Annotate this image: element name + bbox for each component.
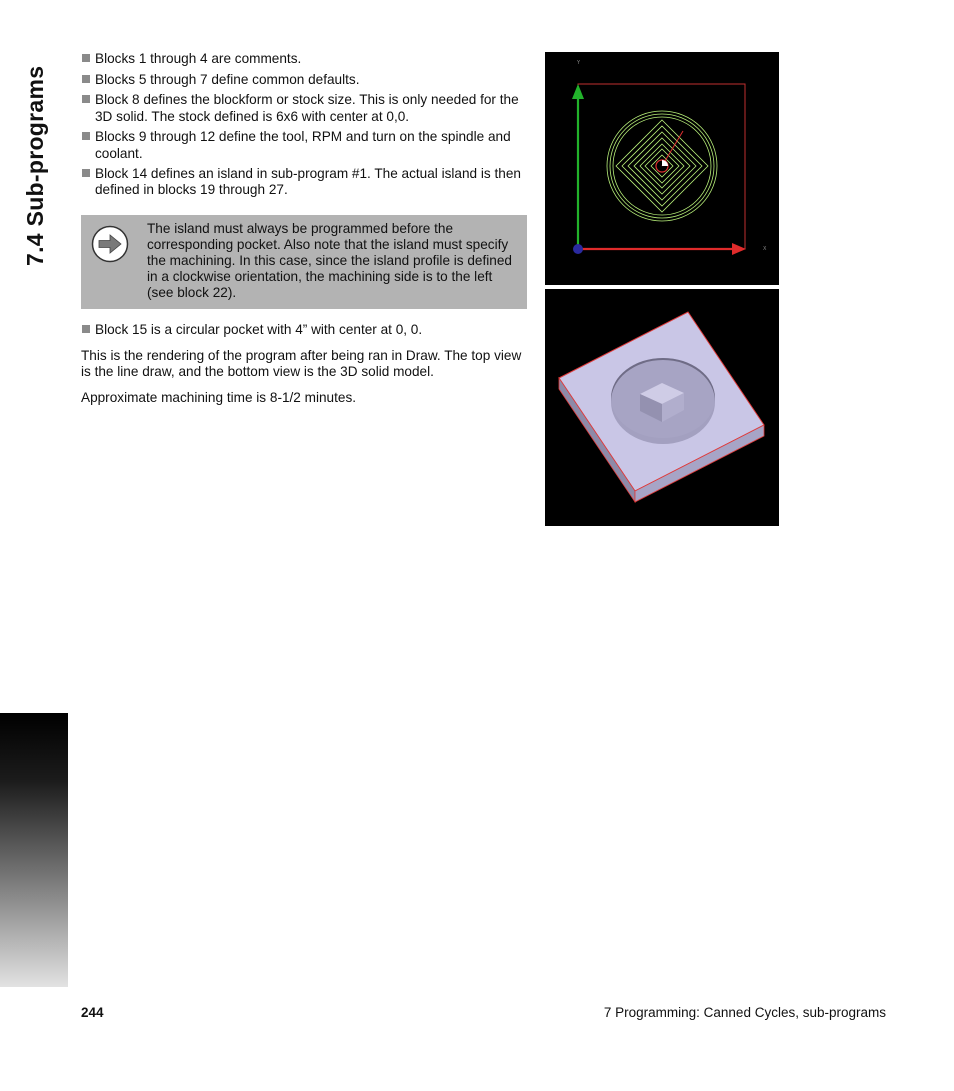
arrow-right-icon [91, 225, 129, 263]
page-number: 244 [81, 1005, 104, 1020]
section-title: 7.4 Sub-programs [22, 65, 48, 266]
bullet-list-bottom [81, 322, 527, 338]
list-item-text: Block 15 is a circular pocket with 4” with center at 0, 0. [95, 321, 423, 337]
bullet-square-icon [82, 75, 90, 83]
chapter-footer: 7 Programming: Canned Cycles, sub-programs [603, 1005, 886, 1020]
bullet-square-icon [82, 95, 90, 103]
list-item-text: Block 8 defines the blockform or stock size. This is only needed for the 3D solid. The stock defined is 6x6 with center at 0,0. [95, 92, 519, 124]
list-item [81, 72, 527, 88]
section-title-vertical [22, 52, 62, 272]
note-text: The island must always be programmed before the corresponding pocket. Also note that the island must specify the machining. In this case, since the island profile is defined in a clockwise orientation, the machining side is to the left (see block 22). [147, 220, 512, 301]
list-item-text: Blocks 1 through 4 are comments. [95, 51, 302, 66]
list-item [81, 51, 527, 67]
body-paragraph: Approximate machining time is 8-1/2 minutes. [81, 390, 357, 406]
list-item [81, 322, 527, 338]
main-content [81, 51, 527, 416]
y-axis-label: Y [577, 60, 581, 66]
chapter-thumb-tab [0, 713, 68, 987]
list-item [81, 166, 527, 198]
list-item-text: Blocks 5 through 7 define common defaults. [95, 71, 360, 87]
bullet-square-icon [82, 169, 90, 177]
body-paragraph: This is the rendering of the program after being ran in Draw. The top view is the line draw, and the bottom view is the 3D solid model. [81, 347, 522, 380]
list-item-text: Blocks 9 through 12 define the tool, RPM and turn on the spindle and coolant. [95, 129, 511, 161]
bullet-square-icon [82, 54, 90, 62]
list-item-text: Block 14 defines an island in sub-program #1. The actual island is then defined in blocks 19 through 27. [95, 166, 521, 198]
x-axis-label: X [763, 246, 767, 252]
toolpath-top-view-image [545, 52, 779, 285]
solid-model-view-image [545, 289, 779, 526]
bullet-list-top [81, 51, 527, 199]
bullet-square-icon [82, 132, 90, 140]
bullet-square-icon [82, 325, 90, 333]
note-box [81, 215, 527, 309]
list-item [81, 129, 527, 161]
list-item [81, 92, 527, 124]
